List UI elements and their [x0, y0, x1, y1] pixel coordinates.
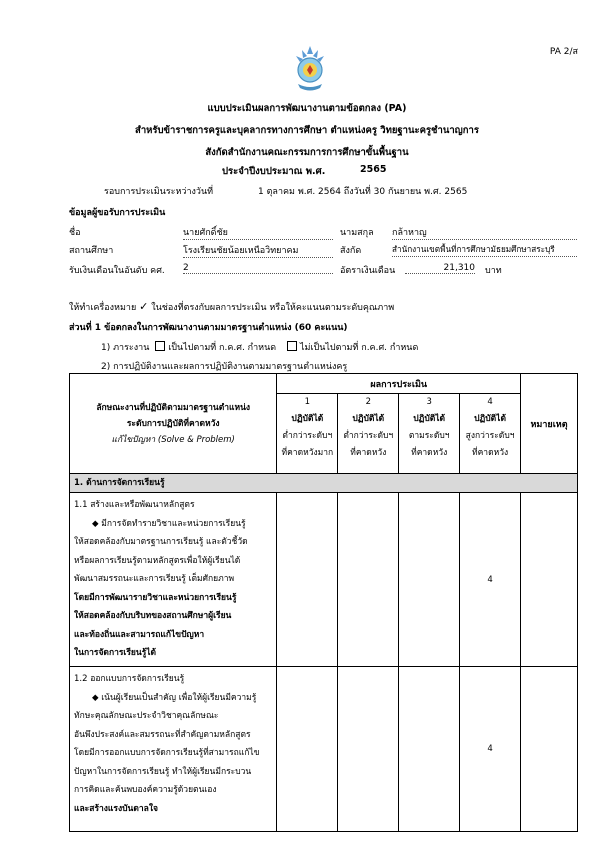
- evaluation-table: [69, 373, 578, 832]
- not-meet-label: ไม่เป็นไปตามที่ ก.ค.ศ. กำหนด: [299, 343, 419, 353]
- period-label: รอบการประเมินระหว่างวันที่: [104, 187, 214, 197]
- diamond-bullet-icon: ◆: [92, 518, 102, 529]
- item-1-2-level-2-cell[interactable]: [338, 667, 399, 832]
- fiscal-year-label: ประจำปีงบประมาณ พ.ศ.: [222, 166, 326, 177]
- evaluatee-section-title: ข้อมูลผู้ขอรับการประเมิน: [69, 208, 166, 218]
- diamond-bullet-icon: ◆: [92, 692, 102, 703]
- salary-rate-label: อัตราเงินเดือน: [340, 266, 396, 276]
- fiscal-year-value: 2565: [360, 164, 387, 175]
- item-1-2-score[interactable]: 4: [460, 667, 521, 832]
- form-affiliation: สังกัดสำนักงานคณะกรรมการการศึกษาขั้นพื้นฐาน: [205, 147, 409, 158]
- school-label: สถานศึกษา: [69, 246, 114, 256]
- period-value: 1 ตุลาคม พ.ศ. 2564 ถึงวันที่ 30 กันยายน พ.ศ. 2565: [258, 187, 468, 197]
- item-1-1-score[interactable]: 4: [460, 493, 521, 667]
- instructions-after: ในช่องที่ตรงกับผลการประเมิน หรือให้คะแนนตามระดับคุณภาพ: [151, 303, 395, 313]
- item-1-2-level-1-cell[interactable]: [277, 667, 338, 832]
- section-1-title: 1. ด้านการจัดการเรียนรู้: [70, 474, 578, 493]
- item-1-1-remarks[interactable]: [521, 493, 578, 667]
- workload-row: [101, 340, 418, 354]
- form-subtitle: สำหรับข้าราชการครูและบุคลากรทางการศึกษา ตำแหน่งครู วิทยฐานะครูชำนาญการ: [135, 125, 479, 136]
- meet-label: เป็นไปตามที่ ก.ค.ศ. กำหนด: [168, 343, 277, 353]
- item-1-2: 1.2 ออกแบบการจัดการเรียนรู้ ◆ เน้นผู้เรียนเป็นสำคัญ เพื่อให้ผู้เรียนมีความรู้ ทักษะคุณลักษณะประจำวิชาคุณลักษณะ อันพึงประสงค์และสมรรถนะที่สำคัญตามหลักสูตร โดยมีการออกแบบการจัดการเรียนรู้ที่สามารถแก้ไข ปัญหาในการจัดการเรียนรู้ ทำให้ผู้เรียนมีกระบวน การคิดและค้นพบองค์ความรู้ด้วยตนเอง และสร้างแรงบันดาลใจ: [70, 667, 277, 832]
- form-title: แบบประเมินผลการพัฒนางานตามข้อตกลง (PA): [207, 103, 407, 114]
- obec-logo: [290, 44, 330, 94]
- currency-label: บาท: [485, 266, 502, 276]
- affiliation-field: สำนักงานเขตพื้นที่การศึกษามัธยมศึกษาสระบุรี: [392, 243, 577, 257]
- school-field: โรงเรียนชัยน้อยเหนือวิทยาคม: [183, 243, 333, 258]
- item-1-1-level-3-cell[interactable]: [399, 493, 460, 667]
- name-field: นายศักดิ์ชัย: [183, 225, 333, 240]
- affiliation-label: สังกัด: [340, 246, 362, 256]
- item-1-1-level-1-cell[interactable]: [277, 493, 338, 667]
- meet-checkbox[interactable]: [155, 341, 165, 351]
- eval-header: ผลการประเมิน: [277, 374, 521, 394]
- instructions-before: ให้ทำเครื่องหมาย: [69, 303, 137, 313]
- form-code: PA 2/ส: [549, 47, 578, 57]
- practice-label: 2) การปฏิบัติงานและผลการปฏิบัติงานตามมาตรฐานตำแหน่งครู: [101, 362, 348, 372]
- surname-label: นามสกุล: [340, 228, 374, 238]
- item-1-1: 1.1 สร้างและหรือพัฒนาหลักสูตร ◆ มีการจัดทำรายวิชาและหน่วยการเรียนรู้ ให้สอดคล้องกับมาตรฐานการเรียนรู้ และตัวชี้วัด หรือผลการเรียนรู้ตามหลักสูตรเพื่อให้ผู้เรียนได้ พัฒนาสมรรถนะและการเรียนรู้ เต็มศักยภาพ โดยมีการพัฒนารายวิชาและหน่วยการเรียนรู้ ให้สอดคล้องกับบริบทของสถานศึกษาผู้เรียน และท้องถิ่นและสามารถแก้ไขปัญหา ในการจัดการเรียนรู้ได้: [70, 493, 277, 667]
- surname-field: กล้าหาญ: [392, 225, 577, 240]
- level-2-header: 2 ปฏิบัติได้ ต่ำกว่าระดับฯ ที่คาดหวัง: [338, 394, 399, 474]
- name-label: ชื่อ: [69, 228, 81, 238]
- checkmark-icon: ✓: [139, 300, 149, 313]
- level-3-header: 3 ปฏิบัติได้ ตามระดับฯ ที่คาดหวัง: [399, 394, 460, 474]
- instructions-line: [69, 300, 394, 314]
- salary-rank-field: 2: [183, 263, 333, 274]
- not-meet-checkbox[interactable]: [287, 341, 297, 351]
- level-1-header: 1 ปฏิบัติได้ ต่ำกว่าระดับฯ ที่คาดหวังมาก: [277, 394, 338, 474]
- part1-title: ส่วนที่ 1 ข้อตกลงในการพัฒนางานตามมาตรฐานตำแหน่ง (60 คะแนน): [69, 323, 348, 333]
- salary-rate-field: 21,310: [405, 263, 475, 274]
- workload-label: 1) ภาระงาน: [101, 343, 150, 353]
- remarks-header: หมายเหตุ: [521, 374, 578, 474]
- item-1-1-level-2-cell[interactable]: [338, 493, 399, 667]
- salary-rank-label: รับเงินเดือนในอันดับ คศ.: [69, 266, 165, 276]
- criteria-header: ลักษณะงานที่ปฏิบัติตามมาตรฐานตำแหน่ง ระดับการปฏิบัติที่คาดหวัง แก้ไขปัญหา (Solve & Problem): [70, 374, 277, 474]
- item-1-2-level-3-cell[interactable]: [399, 667, 460, 832]
- level-4-header: 4 ปฏิบัติได้ สูงกว่าระดับฯ ที่คาดหวัง: [460, 394, 521, 474]
- item-1-2-remarks[interactable]: [521, 667, 578, 832]
